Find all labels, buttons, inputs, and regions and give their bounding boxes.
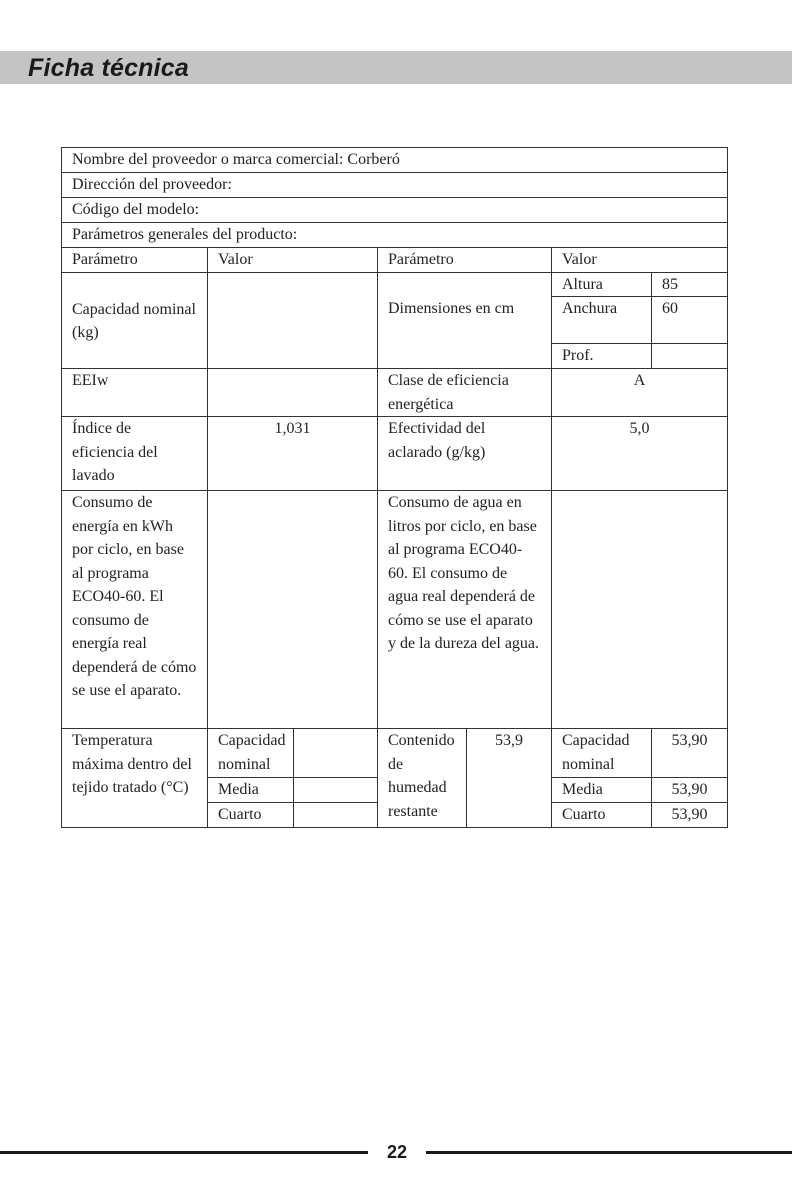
water-consumption-label: Consumo de agua en litros por ciclo, en base al programa ECO40-60. El consumo de agua real dependerá de cómo se use el aparato y de la dureza del agua. [378, 491, 552, 729]
rinsing-value: 5,0 [552, 417, 728, 491]
footer-rule-right [426, 1151, 792, 1154]
column-header: Parámetro [62, 247, 208, 272]
table-row [62, 369, 728, 417]
table-header-row [62, 247, 728, 272]
depth-label: Prof. [552, 344, 652, 369]
max-temp-label: Temperatura máxima dentro del tejido tratado (°C) [62, 729, 208, 828]
moisture-rated-value: 53,90 [652, 729, 728, 778]
height-value: 85 [652, 272, 728, 297]
capacity-value [208, 272, 378, 369]
width-value: 60 [652, 297, 728, 344]
moisture-label: Contenido de humedad restante [378, 729, 467, 828]
temp-rated-value [294, 729, 378, 778]
moisture-half-value: 53,90 [652, 778, 728, 803]
column-header: Valor [552, 247, 728, 272]
supplier-cell: Nombre del proveedor o marca comercial: Corberó [62, 148, 728, 173]
address-cell: Dirección del proveedor: [62, 173, 728, 198]
moisture-quarter-value: 53,90 [652, 803, 728, 828]
page-title: Ficha técnica [28, 54, 189, 82]
temp-half-value [294, 778, 378, 803]
footer-rule-left [0, 1151, 368, 1154]
column-header: Valor [208, 247, 378, 272]
spec-table [61, 147, 728, 828]
eeiw-label: EEIw [62, 369, 208, 417]
washing-index-label: Índice de eficiencia del lavado [62, 417, 208, 491]
moisture-value: 53,9 [467, 729, 552, 828]
table-row [62, 729, 728, 778]
energy-consumption-label: Consumo de energía en kWh por ciclo, en base al programa ECO40-60. El consumo de energía real dependerá de cómo se use el aparato. [62, 491, 208, 729]
energy-class-label: Clase de eficiencia energética [378, 369, 552, 417]
rinsing-label: Efectividad del aclarado (g/kg) [378, 417, 552, 491]
moisture-half-label: Media [552, 778, 652, 803]
moisture-rated-label: Capacidad nominal [552, 729, 652, 778]
dimensions-label: Dimensiones en cm [378, 272, 552, 369]
eeiw-value [208, 369, 378, 417]
temp-half-label: Media [208, 778, 294, 803]
energy-class-value: A [552, 369, 728, 417]
model-cell: Código del modelo: [62, 198, 728, 223]
table-row [62, 272, 728, 297]
table-row [62, 173, 728, 198]
washing-index-value: 1,031 [208, 417, 378, 491]
moisture-quarter-label: Cuarto [552, 803, 652, 828]
table-row [62, 148, 728, 173]
temp-rated-label: Capacidad nominal [208, 729, 294, 778]
page-number: 22 [386, 1142, 408, 1162]
temp-quarter-value [294, 803, 378, 828]
general-params-cell: Parámetros generales del producto: [62, 223, 728, 248]
table-row [62, 198, 728, 223]
table-row [62, 491, 728, 729]
table-row [62, 223, 728, 248]
energy-consumption-value [208, 491, 378, 729]
water-consumption-value [552, 491, 728, 729]
temp-quarter-label: Cuarto [208, 803, 294, 828]
column-header: Parámetro [378, 247, 552, 272]
table-row [62, 417, 728, 491]
capacity-label: Capacidad nominal (kg) [62, 272, 208, 369]
width-label: Anchura [552, 297, 652, 344]
depth-value [652, 344, 728, 369]
height-label: Altura [552, 272, 652, 297]
